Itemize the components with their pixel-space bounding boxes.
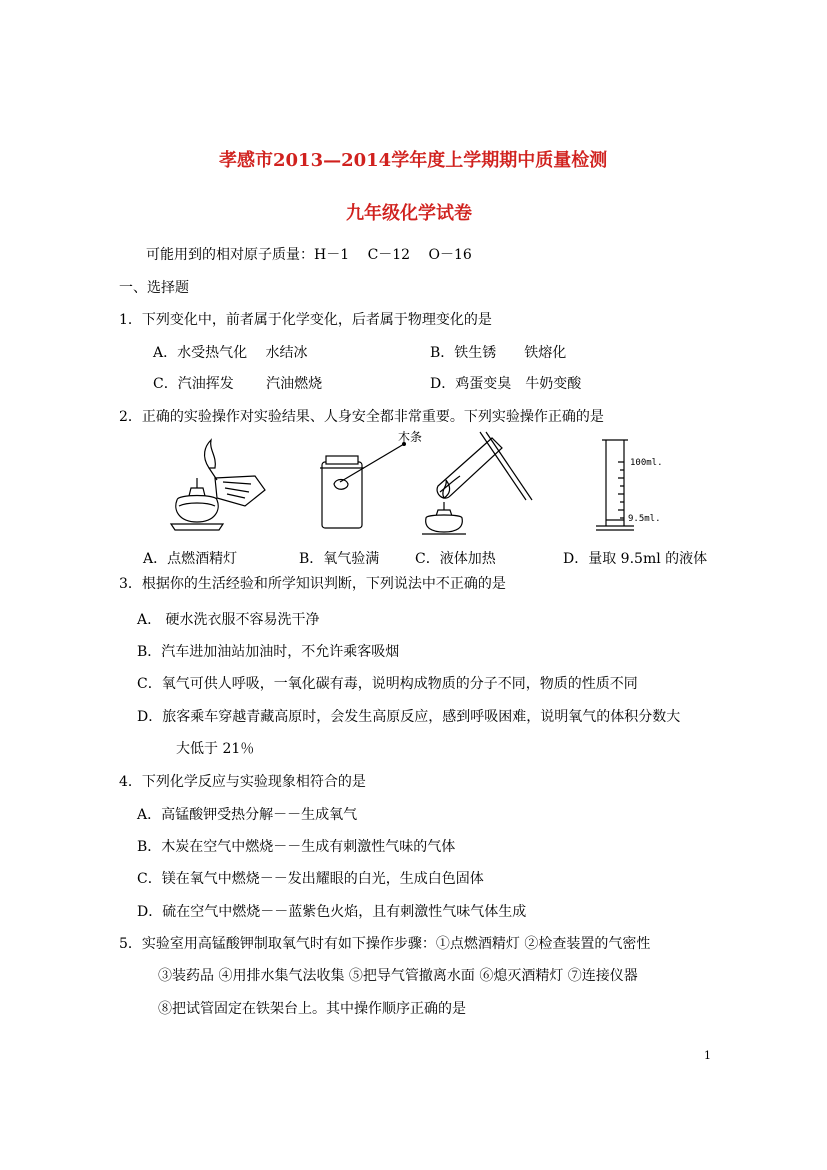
cylinder-100ml-label: 100ml. [630, 458, 663, 468]
q2-stem: 2．正确的实验操作对实验结果、人身安全都非常重要。下列实验操作正确的是 [119, 409, 604, 425]
q1-option-b: B．铁生锈 铁熔化 [430, 345, 567, 361]
q3-option-d-line2: 大低于 21％ [176, 741, 255, 757]
q4-option-c: C．镁在氧气中燃烧－－发出耀眼的白光，生成白色固体 [137, 871, 484, 887]
q3-option-b: B．汽车进加油站加油时，不允许乘客吸烟 [137, 644, 400, 660]
q3-option-d-line1: D．旅客乘车穿越青藏高原时，会发生高原反应，感到呼吸困难，说明氧气的体积分数大 [137, 709, 681, 725]
figure-liquid-heating [420, 432, 540, 536]
q1-stem: 1．下列变化中，前者属于化学变化，后者属于物理变化的是 [119, 312, 492, 328]
q2-option-a: A．点燃酒精灯 [143, 551, 238, 567]
q2-option-c: C．液体加热 [415, 551, 496, 567]
q2-option-b: B．氧气验满 [299, 551, 380, 567]
page-number: 1 [704, 1049, 711, 1062]
q4-option-b: B．木炭在空气中燃烧－－生成有刺激性气味的气体 [137, 839, 456, 855]
q4-option-d: D．硫在空气中燃烧－－蓝紫色火焰，且有刺激性气味气体生成 [137, 904, 527, 920]
q3-stem: 3．根据你的生活经验和所学知识判断，下列说法中不正确的是 [119, 576, 506, 592]
wood-stick-label: 木条 [398, 430, 423, 444]
q1-option-d: D．鸡蛋变臭 牛奶变酸 [430, 376, 582, 392]
q2-option-d: D．量取 9.5ml 的液体 [563, 551, 708, 567]
q5-stem-line2: ③装药品 ④用排水集气法收集 ⑤把导气管撤离水面 ⑥熄灭酒精灯 ⑦连接仪器 [158, 968, 638, 984]
q4-stem: 4．下列化学反应与实验现象相符合的是 [119, 774, 366, 790]
exam-title: 孝感市2013—2014学年度上学期期中质量检测 [219, 150, 608, 171]
q5-stem-line3: ⑧把试管固定在铁架台上。其中操作顺序正确的是 [158, 1001, 466, 1017]
q5-stem-line1: 5．实验室用高锰酸钾制取氧气时有如下操作步骤：①点燃酒精灯 ②检查装置的气密性 [119, 936, 651, 952]
figure-lighting-lamp [165, 438, 275, 534]
q3-option-a: A. 硬水洗衣服不容易洗干净 [137, 612, 320, 628]
section-heading: 一、选择题 [119, 280, 189, 296]
atomic-mass-line: 可能用到的相对原子质量：H－1 C－12 O－16 [146, 247, 472, 263]
q4-option-a: A．高锰酸钾受热分解－－生成氧气 [137, 807, 358, 823]
exam-subtitle: 九年级化学试卷 [346, 203, 472, 224]
cylinder-9-5ml-label: 9.5ml. [628, 514, 661, 524]
q1-option-c: C．汽油挥发 汽油燃烧 [153, 376, 323, 392]
q3-option-c: C．氧气可供人呼吸，一氧化碳有毒，说明构成物质的分子不同，物质的性质不同 [137, 676, 638, 692]
q1-option-a: A．水受热气化 水结冰 [153, 345, 308, 361]
